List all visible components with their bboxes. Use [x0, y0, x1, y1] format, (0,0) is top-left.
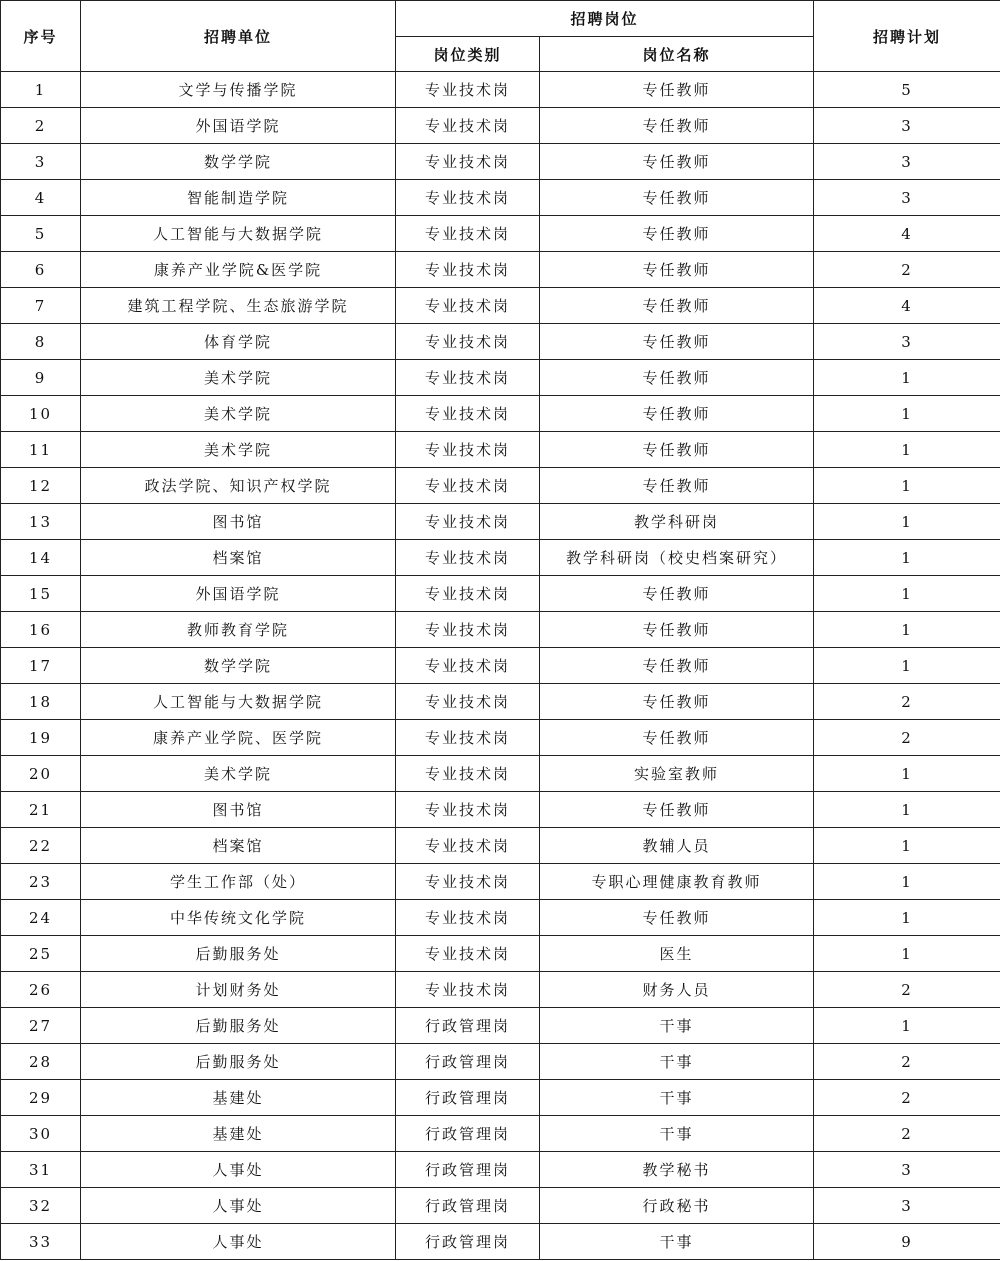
cell-category: 专业技术岗 — [396, 900, 540, 936]
cell-position: 专任教师 — [540, 792, 814, 828]
cell-seq: 19 — [1, 720, 81, 756]
cell-unit: 数学学院 — [81, 648, 396, 684]
cell-seq: 29 — [1, 1080, 81, 1116]
cell-unit: 学生工作部（处） — [81, 864, 396, 900]
cell-position: 专任教师 — [540, 288, 814, 324]
cell-category: 专业技术岗 — [396, 612, 540, 648]
table-row — [1, 684, 1000, 720]
header-seq: 序号 — [1, 1, 81, 72]
cell-plan: 2 — [814, 972, 1000, 1008]
table-row — [1, 576, 1000, 612]
cell-position: 专任教师 — [540, 216, 814, 252]
table-row — [1, 252, 1000, 288]
cell-category: 专业技术岗 — [396, 720, 540, 756]
cell-category: 专业技术岗 — [396, 828, 540, 864]
cell-unit: 外国语学院 — [81, 576, 396, 612]
cell-plan: 1 — [814, 396, 1000, 432]
cell-category: 专业技术岗 — [396, 756, 540, 792]
cell-seq: 23 — [1, 864, 81, 900]
cell-seq: 6 — [1, 252, 81, 288]
cell-seq: 8 — [1, 324, 81, 360]
cell-unit: 后勤服务处 — [81, 1044, 396, 1080]
cell-position: 干事 — [540, 1116, 814, 1152]
cell-plan: 1 — [814, 756, 1000, 792]
cell-plan: 2 — [814, 1116, 1000, 1152]
cell-position: 专任教师 — [540, 360, 814, 396]
table-row — [1, 828, 1000, 864]
cell-plan: 1 — [814, 828, 1000, 864]
table-row — [1, 432, 1000, 468]
cell-plan: 1 — [814, 1008, 1000, 1044]
table-row — [1, 792, 1000, 828]
cell-position: 教学科研岗 — [540, 504, 814, 540]
cell-seq: 26 — [1, 972, 81, 1008]
table-row — [1, 1008, 1000, 1044]
cell-seq: 1 — [1, 72, 81, 108]
cell-unit: 建筑工程学院、生态旅游学院 — [81, 288, 396, 324]
cell-unit: 基建处 — [81, 1080, 396, 1116]
cell-category: 行政管理岗 — [396, 1116, 540, 1152]
cell-category: 专业技术岗 — [396, 324, 540, 360]
cell-unit: 档案馆 — [81, 828, 396, 864]
cell-position: 专任教师 — [540, 648, 814, 684]
cell-category: 行政管理岗 — [396, 1224, 540, 1260]
cell-category: 专业技术岗 — [396, 252, 540, 288]
cell-category: 专业技术岗 — [396, 288, 540, 324]
cell-seq: 31 — [1, 1152, 81, 1188]
cell-plan: 1 — [814, 900, 1000, 936]
table-row — [1, 540, 1000, 576]
cell-plan: 2 — [814, 1080, 1000, 1116]
cell-position: 干事 — [540, 1080, 814, 1116]
table-row — [1, 756, 1000, 792]
cell-seq: 16 — [1, 612, 81, 648]
cell-position: 专任教师 — [540, 432, 814, 468]
cell-category: 专业技术岗 — [396, 936, 540, 972]
cell-category: 专业技术岗 — [396, 144, 540, 180]
cell-position: 专任教师 — [540, 900, 814, 936]
cell-position: 专任教师 — [540, 144, 814, 180]
cell-category: 专业技术岗 — [396, 468, 540, 504]
cell-plan: 1 — [814, 936, 1000, 972]
cell-unit: 档案馆 — [81, 540, 396, 576]
cell-seq: 4 — [1, 180, 81, 216]
header-position-group: 招聘岗位 — [396, 1, 814, 37]
cell-plan: 3 — [814, 324, 1000, 360]
cell-seq: 2 — [1, 108, 81, 144]
table-body — [1, 72, 1000, 1260]
cell-unit: 智能制造学院 — [81, 180, 396, 216]
cell-category: 专业技术岗 — [396, 360, 540, 396]
table-row — [1, 1188, 1000, 1224]
cell-category: 行政管理岗 — [396, 1188, 540, 1224]
table-row — [1, 972, 1000, 1008]
cell-unit: 后勤服务处 — [81, 1008, 396, 1044]
cell-position: 教辅人员 — [540, 828, 814, 864]
table-row — [1, 936, 1000, 972]
cell-seq: 9 — [1, 360, 81, 396]
cell-unit: 计划财务处 — [81, 972, 396, 1008]
cell-seq: 13 — [1, 504, 81, 540]
cell-unit: 康养产业学院&医学院 — [81, 252, 396, 288]
cell-position: 专任教师 — [540, 684, 814, 720]
cell-category: 专业技术岗 — [396, 864, 540, 900]
cell-plan: 5 — [814, 72, 1000, 108]
cell-unit: 美术学院 — [81, 432, 396, 468]
cell-unit: 体育学院 — [81, 324, 396, 360]
table-row — [1, 864, 1000, 900]
cell-position: 专任教师 — [540, 720, 814, 756]
table-row — [1, 108, 1000, 144]
table-row — [1, 648, 1000, 684]
cell-unit: 政法学院、知识产权学院 — [81, 468, 396, 504]
cell-position: 实验室教师 — [540, 756, 814, 792]
cell-category: 行政管理岗 — [396, 1008, 540, 1044]
cell-plan: 1 — [814, 612, 1000, 648]
cell-category: 专业技术岗 — [396, 576, 540, 612]
cell-unit: 人工智能与大数据学院 — [81, 684, 396, 720]
cell-category: 专业技术岗 — [396, 504, 540, 540]
cell-seq: 24 — [1, 900, 81, 936]
cell-plan: 4 — [814, 216, 1000, 252]
header-category: 岗位类别 — [396, 37, 540, 72]
cell-category: 专业技术岗 — [396, 216, 540, 252]
cell-seq: 27 — [1, 1008, 81, 1044]
header-unit: 招聘单位 — [81, 1, 396, 72]
cell-position: 医生 — [540, 936, 814, 972]
table-row — [1, 720, 1000, 756]
cell-seq: 20 — [1, 756, 81, 792]
cell-plan: 9 — [814, 1224, 1000, 1260]
cell-category: 行政管理岗 — [396, 1044, 540, 1080]
cell-position: 专任教师 — [540, 72, 814, 108]
cell-seq: 14 — [1, 540, 81, 576]
cell-unit: 文学与传播学院 — [81, 72, 396, 108]
cell-plan: 2 — [814, 684, 1000, 720]
table-row — [1, 1224, 1000, 1260]
cell-category: 专业技术岗 — [396, 648, 540, 684]
cell-position: 财务人员 — [540, 972, 814, 1008]
table-row — [1, 1080, 1000, 1116]
table-row — [1, 1044, 1000, 1080]
cell-position: 干事 — [540, 1008, 814, 1044]
table-row — [1, 288, 1000, 324]
table-row — [1, 144, 1000, 180]
cell-unit: 数学学院 — [81, 144, 396, 180]
cell-position: 专任教师 — [540, 324, 814, 360]
cell-unit: 美术学院 — [81, 756, 396, 792]
cell-category: 专业技术岗 — [396, 180, 540, 216]
table-row — [1, 468, 1000, 504]
header-position-name: 岗位名称 — [540, 37, 814, 72]
table-row — [1, 216, 1000, 252]
cell-position: 专任教师 — [540, 108, 814, 144]
cell-unit: 人事处 — [81, 1188, 396, 1224]
cell-seq: 3 — [1, 144, 81, 180]
cell-position: 教学科研岗（校史档案研究） — [540, 540, 814, 576]
cell-category: 行政管理岗 — [396, 1080, 540, 1116]
table-row — [1, 72, 1000, 108]
cell-seq: 32 — [1, 1188, 81, 1224]
cell-plan: 2 — [814, 720, 1000, 756]
table-row — [1, 180, 1000, 216]
cell-position: 专任教师 — [540, 468, 814, 504]
header-plan: 招聘计划 — [814, 1, 1000, 72]
cell-seq: 5 — [1, 216, 81, 252]
cell-plan: 1 — [814, 360, 1000, 396]
cell-seq: 7 — [1, 288, 81, 324]
table-row — [1, 900, 1000, 936]
table-row — [1, 612, 1000, 648]
cell-seq: 28 — [1, 1044, 81, 1080]
table-row — [1, 324, 1000, 360]
cell-seq: 17 — [1, 648, 81, 684]
cell-plan: 1 — [814, 468, 1000, 504]
cell-unit: 康养产业学院、医学院 — [81, 720, 396, 756]
cell-plan: 1 — [814, 504, 1000, 540]
cell-category: 专业技术岗 — [396, 684, 540, 720]
cell-category: 专业技术岗 — [396, 972, 540, 1008]
cell-seq: 10 — [1, 396, 81, 432]
cell-unit: 中华传统文化学院 — [81, 900, 396, 936]
cell-plan: 3 — [814, 1188, 1000, 1224]
cell-category: 专业技术岗 — [396, 432, 540, 468]
cell-unit: 后勤服务处 — [81, 936, 396, 972]
cell-seq: 15 — [1, 576, 81, 612]
cell-unit: 人事处 — [81, 1152, 396, 1188]
cell-plan: 3 — [814, 144, 1000, 180]
cell-plan: 1 — [814, 576, 1000, 612]
cell-category: 专业技术岗 — [396, 72, 540, 108]
cell-position: 专任教师 — [540, 252, 814, 288]
cell-unit: 教师教育学院 — [81, 612, 396, 648]
table-row — [1, 1116, 1000, 1152]
cell-plan: 3 — [814, 108, 1000, 144]
table-row — [1, 360, 1000, 396]
cell-position: 专任教师 — [540, 180, 814, 216]
cell-plan: 2 — [814, 1044, 1000, 1080]
cell-plan: 4 — [814, 288, 1000, 324]
table-row — [1, 396, 1000, 432]
cell-position: 专职心理健康教育教师 — [540, 864, 814, 900]
cell-position: 干事 — [540, 1224, 814, 1260]
cell-unit: 图书馆 — [81, 504, 396, 540]
cell-plan: 3 — [814, 180, 1000, 216]
cell-position: 专任教师 — [540, 576, 814, 612]
cell-seq: 12 — [1, 468, 81, 504]
cell-plan: 1 — [814, 540, 1000, 576]
cell-category: 专业技术岗 — [396, 396, 540, 432]
cell-seq: 18 — [1, 684, 81, 720]
table-row — [1, 1152, 1000, 1188]
cell-position: 干事 — [540, 1044, 814, 1080]
cell-unit: 美术学院 — [81, 396, 396, 432]
cell-seq: 25 — [1, 936, 81, 972]
cell-seq: 22 — [1, 828, 81, 864]
table-header — [1, 1, 1000, 72]
cell-category: 专业技术岗 — [396, 792, 540, 828]
cell-plan: 1 — [814, 432, 1000, 468]
cell-position: 专任教师 — [540, 612, 814, 648]
cell-category: 专业技术岗 — [396, 540, 540, 576]
table-row — [1, 504, 1000, 540]
cell-seq: 21 — [1, 792, 81, 828]
cell-unit: 外国语学院 — [81, 108, 396, 144]
cell-plan: 1 — [814, 648, 1000, 684]
cell-seq: 33 — [1, 1224, 81, 1260]
cell-unit: 人工智能与大数据学院 — [81, 216, 396, 252]
cell-position: 教学秘书 — [540, 1152, 814, 1188]
cell-category: 行政管理岗 — [396, 1152, 540, 1188]
cell-plan: 1 — [814, 864, 1000, 900]
cell-unit: 基建处 — [81, 1116, 396, 1152]
cell-plan: 3 — [814, 1152, 1000, 1188]
cell-seq: 11 — [1, 432, 81, 468]
cell-plan: 2 — [814, 252, 1000, 288]
cell-category: 专业技术岗 — [396, 108, 540, 144]
cell-seq: 30 — [1, 1116, 81, 1152]
cell-unit: 美术学院 — [81, 360, 396, 396]
cell-position: 行政秘书 — [540, 1188, 814, 1224]
cell-position: 专任教师 — [540, 396, 814, 432]
cell-unit: 图书馆 — [81, 792, 396, 828]
cell-plan: 1 — [814, 792, 1000, 828]
cell-unit: 人事处 — [81, 1224, 396, 1260]
